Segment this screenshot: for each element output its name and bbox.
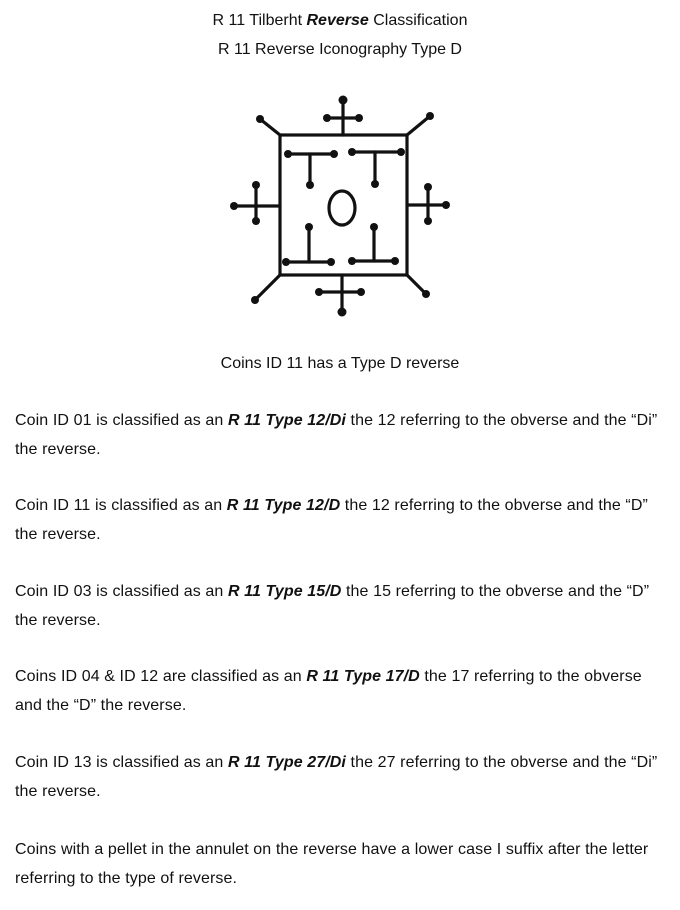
- paragraph-text: Coin ID 03 is classified as an: [15, 583, 228, 600]
- classification-paragraph: [15, 406, 670, 464]
- paragraph-text: the 17 referring to the obverse and the “D” the reverse.: [15, 668, 642, 714]
- paragraph-text: the 15 referring to the obverse and the “D” the reverse.: [15, 583, 650, 629]
- paragraph-text: Coin ID 11 is classified as an: [15, 497, 227, 514]
- type-code: R 11 Type 17/D: [306, 668, 420, 685]
- reverse-iconography-diagram: [218, 88, 468, 323]
- page-subtitle: R 11 Reverse Iconography Type D: [218, 41, 462, 58]
- classification-paragraph: [15, 748, 670, 806]
- title-emphasis: Reverse: [306, 12, 369, 29]
- paragraph-text: Coin ID 13 is classified as an: [15, 754, 228, 771]
- classification-paragraph: [15, 577, 670, 635]
- annulet: [329, 191, 355, 225]
- classification-paragraph: [15, 662, 670, 720]
- classification-paragraph: [15, 491, 670, 549]
- type-code: R 11 Type 12/Di: [227, 412, 346, 429]
- type-code: R 11 Type 27/Di: [227, 754, 346, 771]
- type-code: R 11 Type 12/D: [226, 497, 341, 514]
- diagram-caption: Coins ID 11 has a Type D reverse: [220, 355, 460, 372]
- pellet-note-paragraph: Coins with a pellet in the annulet on the reverse have a lower case I suffix after the letter referring to the type of reverse.: [15, 841, 649, 887]
- title-suffix: Classification: [368, 12, 468, 29]
- paragraph-text: the 27 referring to the obverse and the “Di” the reverse.: [15, 754, 658, 800]
- paragraph-text: Coin ID 01 is classified as an: [15, 412, 228, 429]
- page-title: [0, 11, 680, 31]
- square-frame: [280, 135, 407, 275]
- paragraph-text: the 12 referring to the obverse and the “D” the reverse.: [15, 497, 648, 543]
- title-prefix: R 11 Tilberht: [212, 12, 307, 29]
- paragraph-text: the 12 referring to the obverse and the “Di” the reverse.: [15, 412, 658, 458]
- paragraph-text: Coins ID 04 & ID 12 are classified as an: [15, 668, 307, 685]
- type-code: R 11 Type 15/D: [227, 583, 342, 600]
